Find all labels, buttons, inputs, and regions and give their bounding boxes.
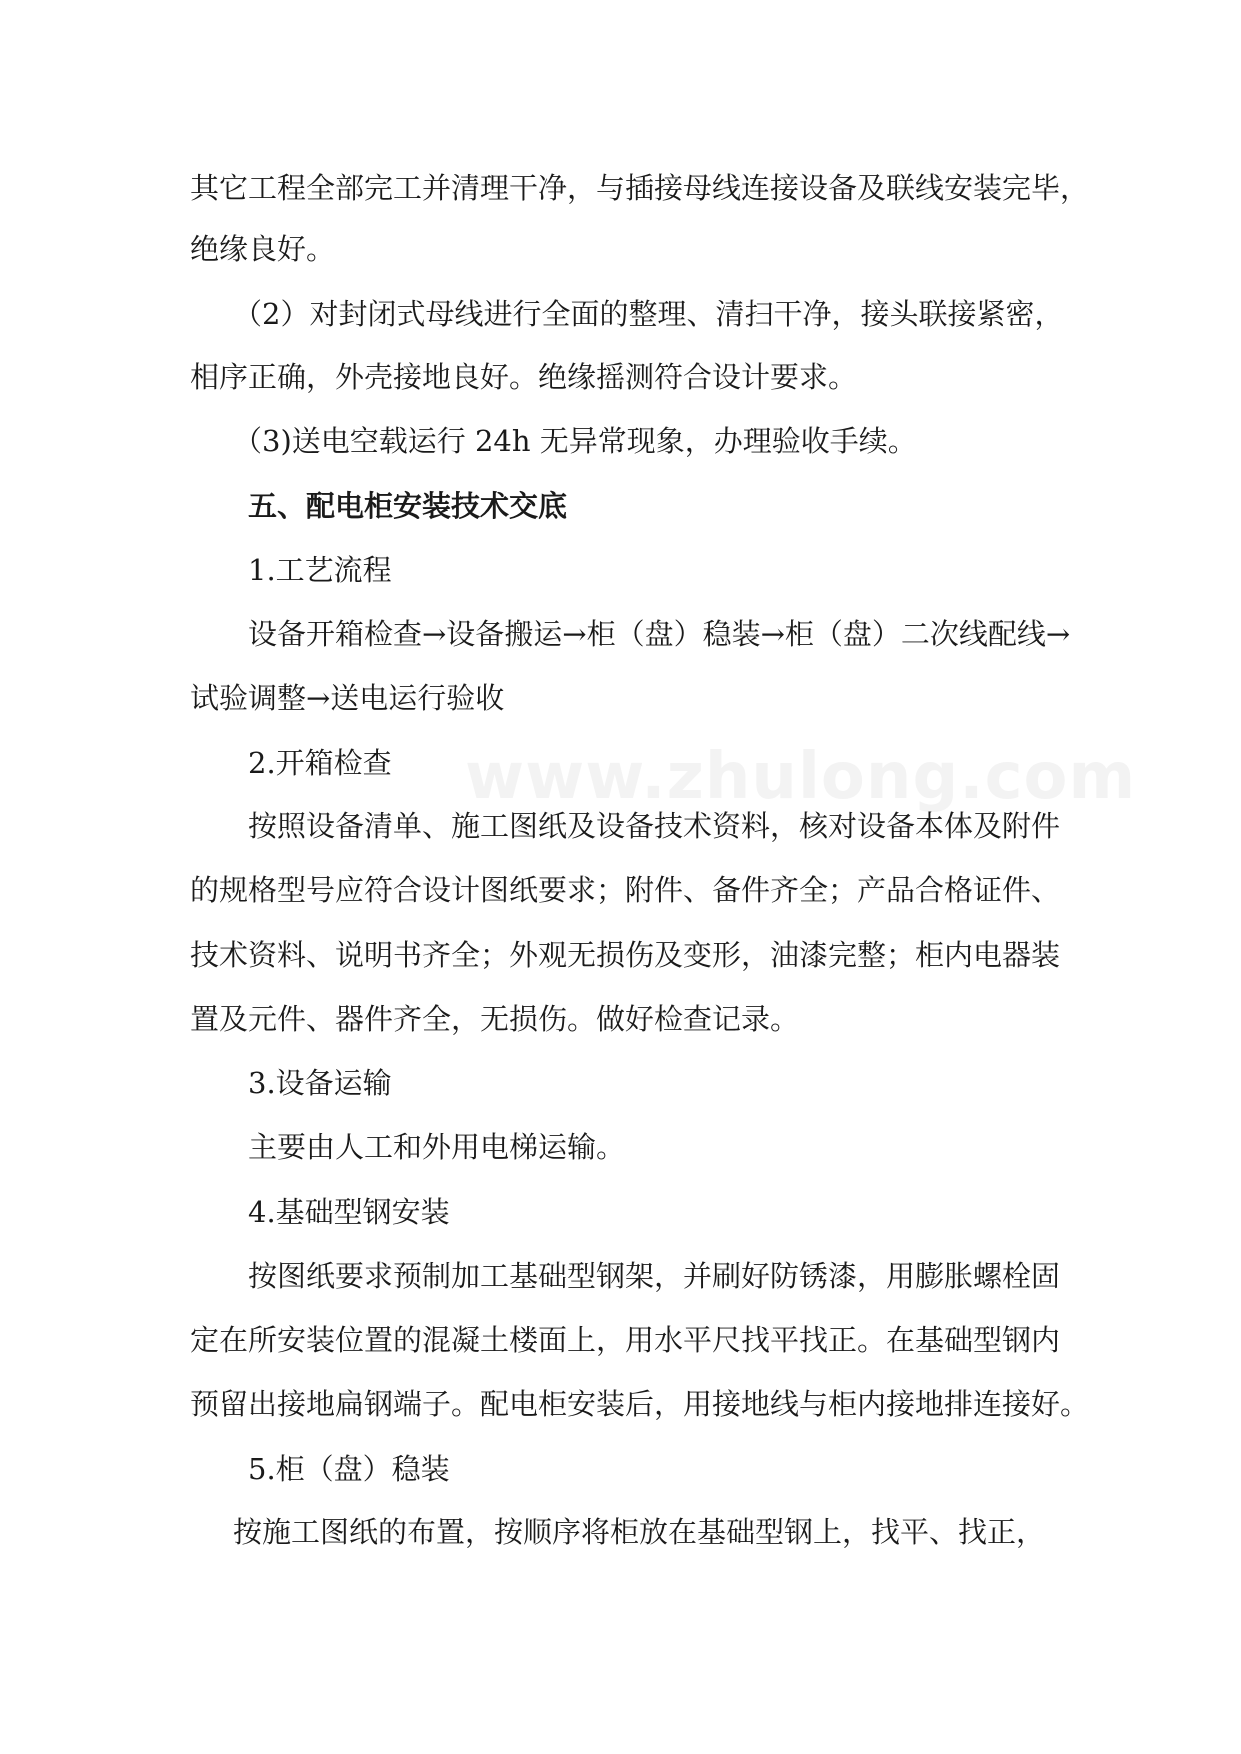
- text-line: 技术资料、说明书齐全；外观无损伤及变形，油漆完整；柜内电器装: [190, 938, 1061, 972]
- text-line: （3)送电空载运行 24h 无异常现象，办理验收手续。: [233, 424, 917, 458]
- text-line: 置及元件、器件齐全，无损伤。做好检查记录。: [190, 1002, 800, 1036]
- text-line: 按图纸要求预制加工基础型钢架，并刷好防锈漆，用膨胀螺栓固: [248, 1259, 1061, 1293]
- text-line: （2）对封闭式母线进行全面的整理、清扫干净，接头联接紧密，: [233, 297, 1064, 331]
- text-line: 的规格型号应符合设计图纸要求；附件、备件齐全；产品合格证件、: [190, 873, 1061, 907]
- text-line: 其它工程全部完工并清理干净，与插接母线连接设备及联线安装完毕，: [190, 171, 1090, 205]
- subheading: 3.设备运输: [248, 1066, 392, 1100]
- text-line: 绝缘良好。: [190, 232, 336, 266]
- text-line: 预留出接地扁钢端子。配电柜安装后，用接地线与柜内接地排连接好。: [190, 1387, 1090, 1421]
- subheading: 5.柜（盘）稳装: [248, 1452, 450, 1486]
- text-line: 定在所安装位置的混凝土楼面上，用水平尺找平找正。在基础型钢内: [190, 1323, 1061, 1357]
- subheading: 1.工艺流程: [248, 553, 392, 587]
- watermark: www.zhulong.com: [465, 740, 1137, 814]
- text-line: 按施工图纸的布置，按顺序将柜放在基础型钢上，找平、找正，: [233, 1515, 1046, 1549]
- subheading: 4.基础型钢安装: [248, 1195, 450, 1229]
- subheading: 2.开箱检查: [248, 746, 392, 780]
- text-line: 试验调整→送电运行验收: [190, 681, 505, 715]
- text-line: 主要由人工和外用电梯运输。: [248, 1130, 626, 1164]
- text-line: 相序正确，外壳接地良好。绝缘摇测符合设计要求。: [190, 360, 858, 394]
- text-line: 设备开箱检查→设备搬运→柜（盘）稳装→柜（盘）二次线配线→: [248, 617, 1071, 651]
- text-line: 按照设备清单、施工图纸及设备技术资料，核对设备本体及附件: [248, 809, 1061, 843]
- section-heading: 五、配电柜安装技术交底: [248, 489, 568, 523]
